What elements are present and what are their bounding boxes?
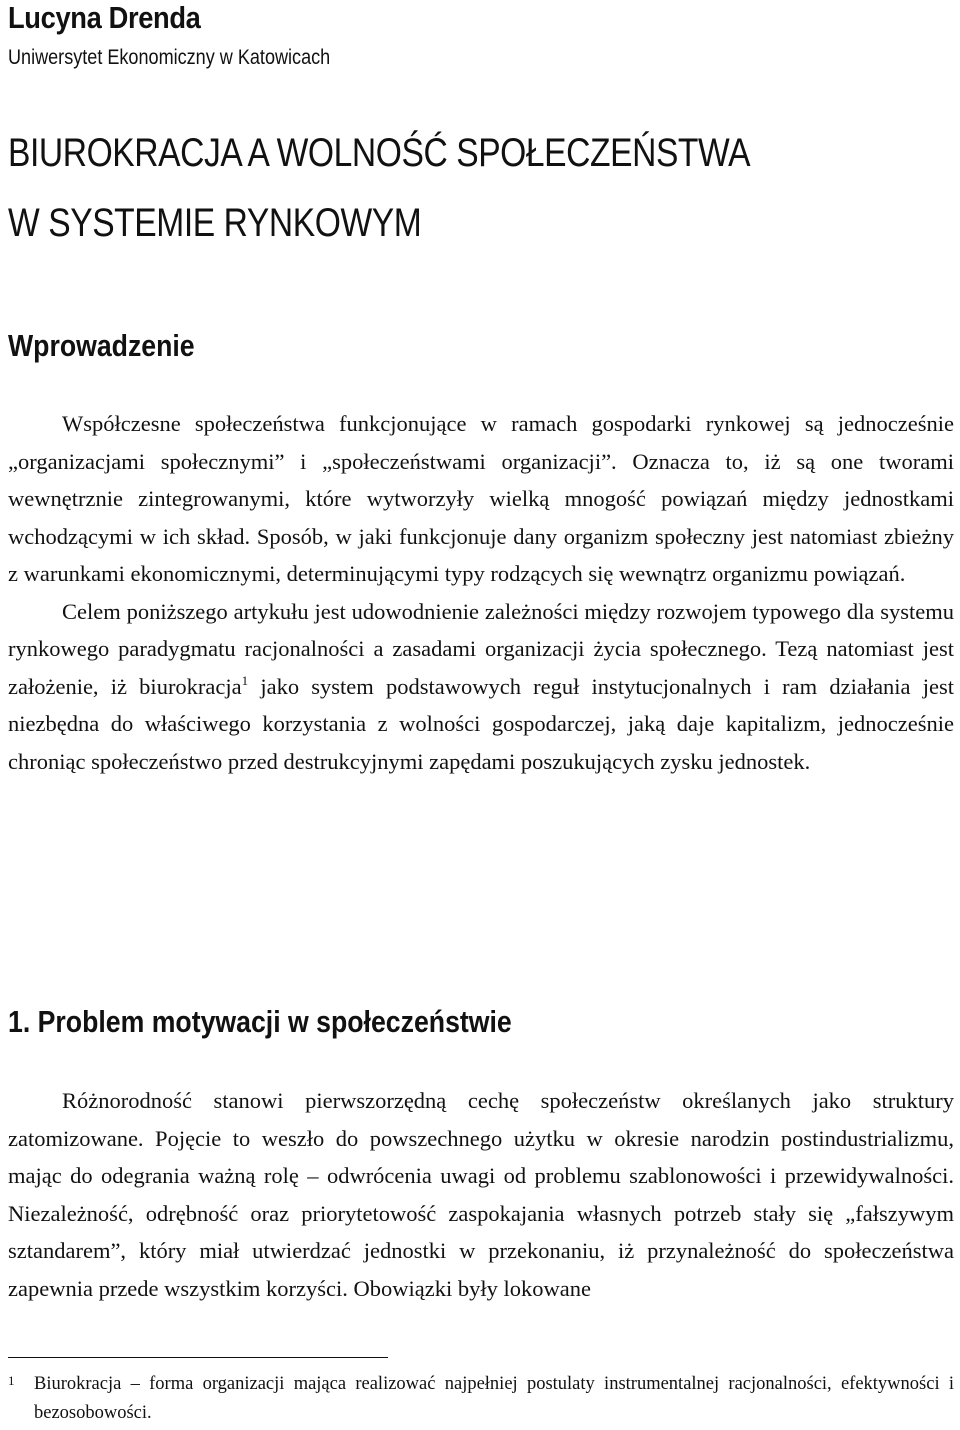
intro-body xyxy=(8,405,954,780)
article-title-line-2: W SYSTEMIE RYNKOWYM xyxy=(8,201,422,245)
author-affiliation: Uniwersytet Ekonomiczny w Katowicach xyxy=(8,46,331,69)
footnote-divider xyxy=(8,1357,388,1358)
intro-paragraph-1: Współczesne społeczeństwa funkcjonujące w ramach gospodarki rynkowej są jednocześnie „organizacjami społecznymi” i „społeczeństwami organizacji”. Oznacza to, iż są one tworami wewnętrznie zintegrowanymi, które wytworzyły wielką mnogość powiązań między jednostkami wchodzącymi w ich skład. Sposób, w jaki funkcjonuje dany organizm społeczny jest natomiast zbieżny z warunkami ekonomicznymi, determinującymi typy rodzących się wewnątrz organizmu powiązań. xyxy=(8,411,954,586)
intro-paragraph-2-text: Celem poniższego artykułu jest udowodnienie zależności między rozwojem typowego dla systemu rynkowego paradygmatu racjonalności a zasadami organizacji życia społecznego. Tezą natomiast jest założenie, iż biurokracja xyxy=(8,598,954,699)
footnote-reference[interactable]: 1 xyxy=(241,672,249,688)
intro-paragraph-2-text-cont: jako system podstawowych reguł instytucjonalnych i ram działania jest niezbędna do właściwego korzystania z wolności gospodarczej, jaką daje kapitalizm, jednocześnie chroniąc społeczeństwo przed destrukcyjnymi zapędami poszukujących zysku jednostek. xyxy=(8,673,954,774)
author-name: Lucyna Drenda xyxy=(8,0,201,35)
intro-heading: Wprowadzenie xyxy=(8,328,195,363)
section-1-heading: 1. Problem motywacji w społeczeństwie xyxy=(8,1004,512,1039)
intro-paragraph-2 xyxy=(8,593,954,781)
footnote xyxy=(8,1370,954,1428)
section-1-paragraph-1: Różnorodność stanowi pierwszorzędną cechę społeczeństw określanych jako struktury zatomizowane. Pojęcie to weszło do powszechnego użytku w okresie narodzin postindustrializmu, mając do odegrania ważną rolę – odwrócenia uwagi od problemu szablonowości i przewidywalności. Niezależność, odrębność oraz priorytetowość zaspokajania własnych potrzeb stały się „fałszywym sztandarem”, który miał utwierdzać jednostki w przekonaniu, iż przynależność do społeczeństwa zapewnia przede wszystkim korzyści. Obowiązki były lokowane xyxy=(8,1088,954,1301)
footnote-text: Biurokracja – forma organizacji mająca realizować najpełniej postulaty instrumentalnej racjonalności, efektywności i bezosobowości. xyxy=(34,1374,954,1423)
footnote-mark: 1 xyxy=(8,1373,15,1388)
article-title-line-1: BIUROKRACJA A WOLNOŚĆ SPOŁECZEŃSTWA xyxy=(8,131,751,175)
article-title xyxy=(8,118,750,258)
section-1-body xyxy=(8,1082,954,1307)
